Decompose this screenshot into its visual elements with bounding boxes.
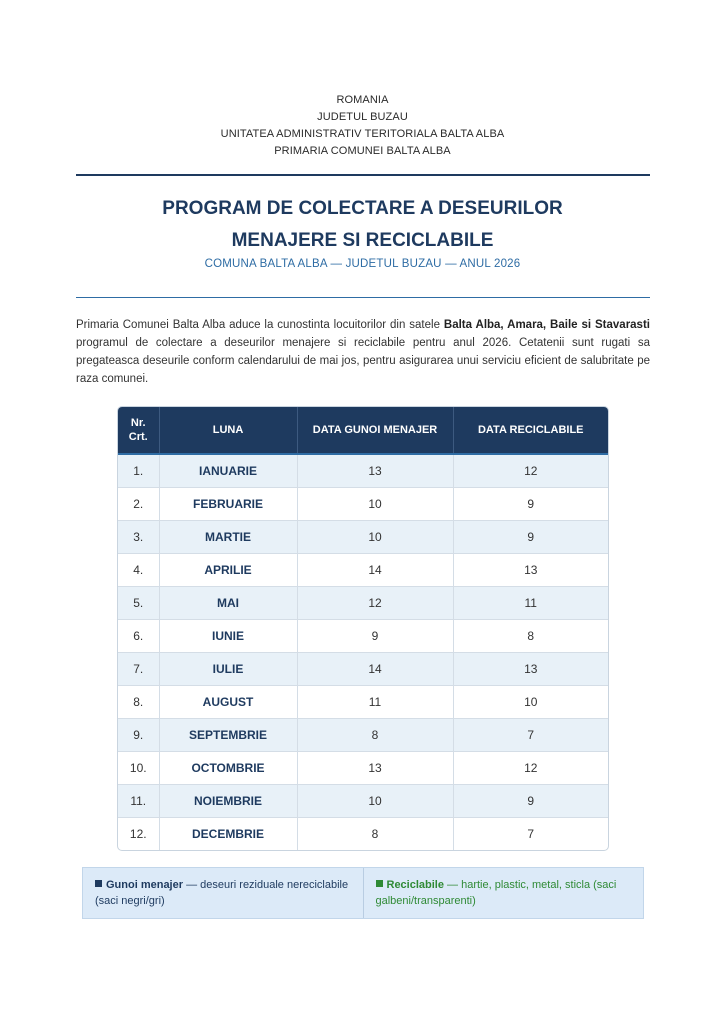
legend-box <box>82 867 644 919</box>
header-reciclabile: DATA RECICLABILE <box>453 407 608 454</box>
cell-menajer: 10 <box>297 785 453 818</box>
cell-reciclabile: 9 <box>453 488 608 521</box>
legend-reciclabile-label: Reciclabile <box>386 879 444 891</box>
cell-menajer: 12 <box>297 587 453 620</box>
cell-nr: 4. <box>118 554 159 587</box>
header-divider <box>76 174 650 176</box>
cell-menajer: 11 <box>297 686 453 719</box>
table-row <box>118 454 608 488</box>
header-unit: UNITATEA ADMINISTRATIV TERITORIALA BALTA ALBA <box>220 128 505 140</box>
header-nr <box>118 407 159 454</box>
cell-nr: 7. <box>118 653 159 686</box>
cell-menajer: 13 <box>297 454 453 488</box>
cell-reciclabile: 9 <box>453 785 608 818</box>
cell-menajer: 10 <box>297 521 453 554</box>
cell-nr: 9. <box>118 719 159 752</box>
table-header-row <box>118 407 608 454</box>
cell-nr: 6. <box>118 620 159 653</box>
legend-reciclabile-desc: — hartie, plastic, metal, sticla (saci galbeni/transparenti) <box>375 879 617 907</box>
table-row <box>118 554 608 587</box>
table-row <box>118 488 608 521</box>
table-row <box>118 653 608 686</box>
cell-nr: 5. <box>118 587 159 620</box>
intro-paragraph <box>76 316 650 388</box>
cell-month: NOIEMBRIE <box>159 785 297 818</box>
schedule-table <box>118 407 608 850</box>
cell-month: SEPTEMBRIE <box>159 719 297 752</box>
cell-reciclabile: 13 <box>453 554 608 587</box>
title-line-1: PROGRAM DE COLECTARE A DESEURILOR <box>162 198 563 219</box>
cell-reciclabile: 12 <box>453 752 608 785</box>
cell-nr: 1. <box>118 454 159 488</box>
intro-text-start: Primaria Comunei Balta Alba aduce la cunostinta locuitorilor din satele <box>76 319 444 331</box>
header-nr-line2: Crt. <box>128 431 148 443</box>
legend-reciclabile <box>364 868 644 918</box>
table-row <box>118 785 608 818</box>
cell-month: MAI <box>159 587 297 620</box>
cell-menajer: 10 <box>297 488 453 521</box>
cell-menajer: 8 <box>297 818 453 851</box>
cell-nr: 8. <box>118 686 159 719</box>
header-institution: PRIMARIA COMUNEI BALTA ALBA <box>274 145 451 157</box>
document-header <box>0 92 725 160</box>
cell-reciclabile: 7 <box>527 827 535 841</box>
document-title <box>0 193 725 257</box>
cell-menajer: 9 <box>297 620 453 653</box>
header-month: LUNA <box>159 407 297 454</box>
cell-reciclabile: 8 <box>453 620 608 653</box>
cell-month: MARTIE <box>159 521 297 554</box>
table-row <box>118 752 608 785</box>
cell-reciclabile: 7 <box>453 719 608 752</box>
legend-menajer-label: Gunoi menajer <box>106 879 184 891</box>
cell-month: FEBRUARIE <box>159 488 297 521</box>
header-menajer: DATA GUNOI MENAJER <box>297 407 453 454</box>
legend-menajer-desc: — deseuri reziduale nereciclabile (saci negri/gri) <box>95 879 349 907</box>
cell-month: IUNIE <box>159 620 297 653</box>
cell-nr: 12. <box>118 818 159 851</box>
cell-month: IULIE <box>159 653 297 686</box>
cell-menajer: 13 <box>297 752 453 785</box>
cell-month: IANUARIE <box>159 454 297 488</box>
cell-nr: 3. <box>118 521 159 554</box>
header-nr-line1: Nr. <box>130 417 146 429</box>
cell-month: APRILIE <box>159 554 297 587</box>
table-row <box>118 686 608 719</box>
legend-menajer <box>83 868 364 918</box>
cell-nr: 10. <box>118 752 159 785</box>
cell-reciclabile: 10 <box>453 686 608 719</box>
cell-nr: 11. <box>118 785 159 818</box>
cell-reciclabile: 9 <box>453 521 608 554</box>
intro-villages: Balta Alba, Amara, Baile si Stavarasti <box>443 319 650 331</box>
cell-month: OCTOMBRIE <box>159 752 297 785</box>
table-row <box>118 587 608 620</box>
header-county: JUDETUL BUZAU <box>317 111 408 123</box>
header-country: ROMANIA <box>336 94 389 106</box>
cell-month: AUGUST <box>159 686 297 719</box>
document-subtitle: COMUNA BALTA ALBA — JUDETUL BUZAU — ANUL 2026 <box>204 258 521 270</box>
cell-reciclabile: 12 <box>453 454 608 488</box>
cell-reciclabile: 11 <box>453 587 608 620</box>
title-line-2: MENAJERE SI RECICLABILE <box>231 230 494 251</box>
title-divider <box>76 297 650 298</box>
square-icon <box>376 880 383 887</box>
cell-menajer: 14 <box>297 554 453 587</box>
table-row <box>118 719 608 752</box>
table-row <box>118 818 608 851</box>
square-icon <box>95 880 102 887</box>
table-row <box>118 620 608 653</box>
cell-month: DECEMBRIE <box>159 818 297 851</box>
cell-menajer: 8 <box>297 719 453 752</box>
schedule-table-container <box>117 406 609 851</box>
cell-reciclabile: 13 <box>453 653 608 686</box>
cell-menajer: 14 <box>297 653 453 686</box>
table-row <box>118 521 608 554</box>
intro-text-end: programul de colectare a deseurilor menajere si reciclabile pentru anul 2026. Cetatenii sunt rugati sa pregateasca deseurile conform calendarului de mai jos, pentru asigurarea unui serviciu eficient de salubritate pe raza comunei. <box>76 337 650 385</box>
cell-nr: 2. <box>118 488 159 521</box>
